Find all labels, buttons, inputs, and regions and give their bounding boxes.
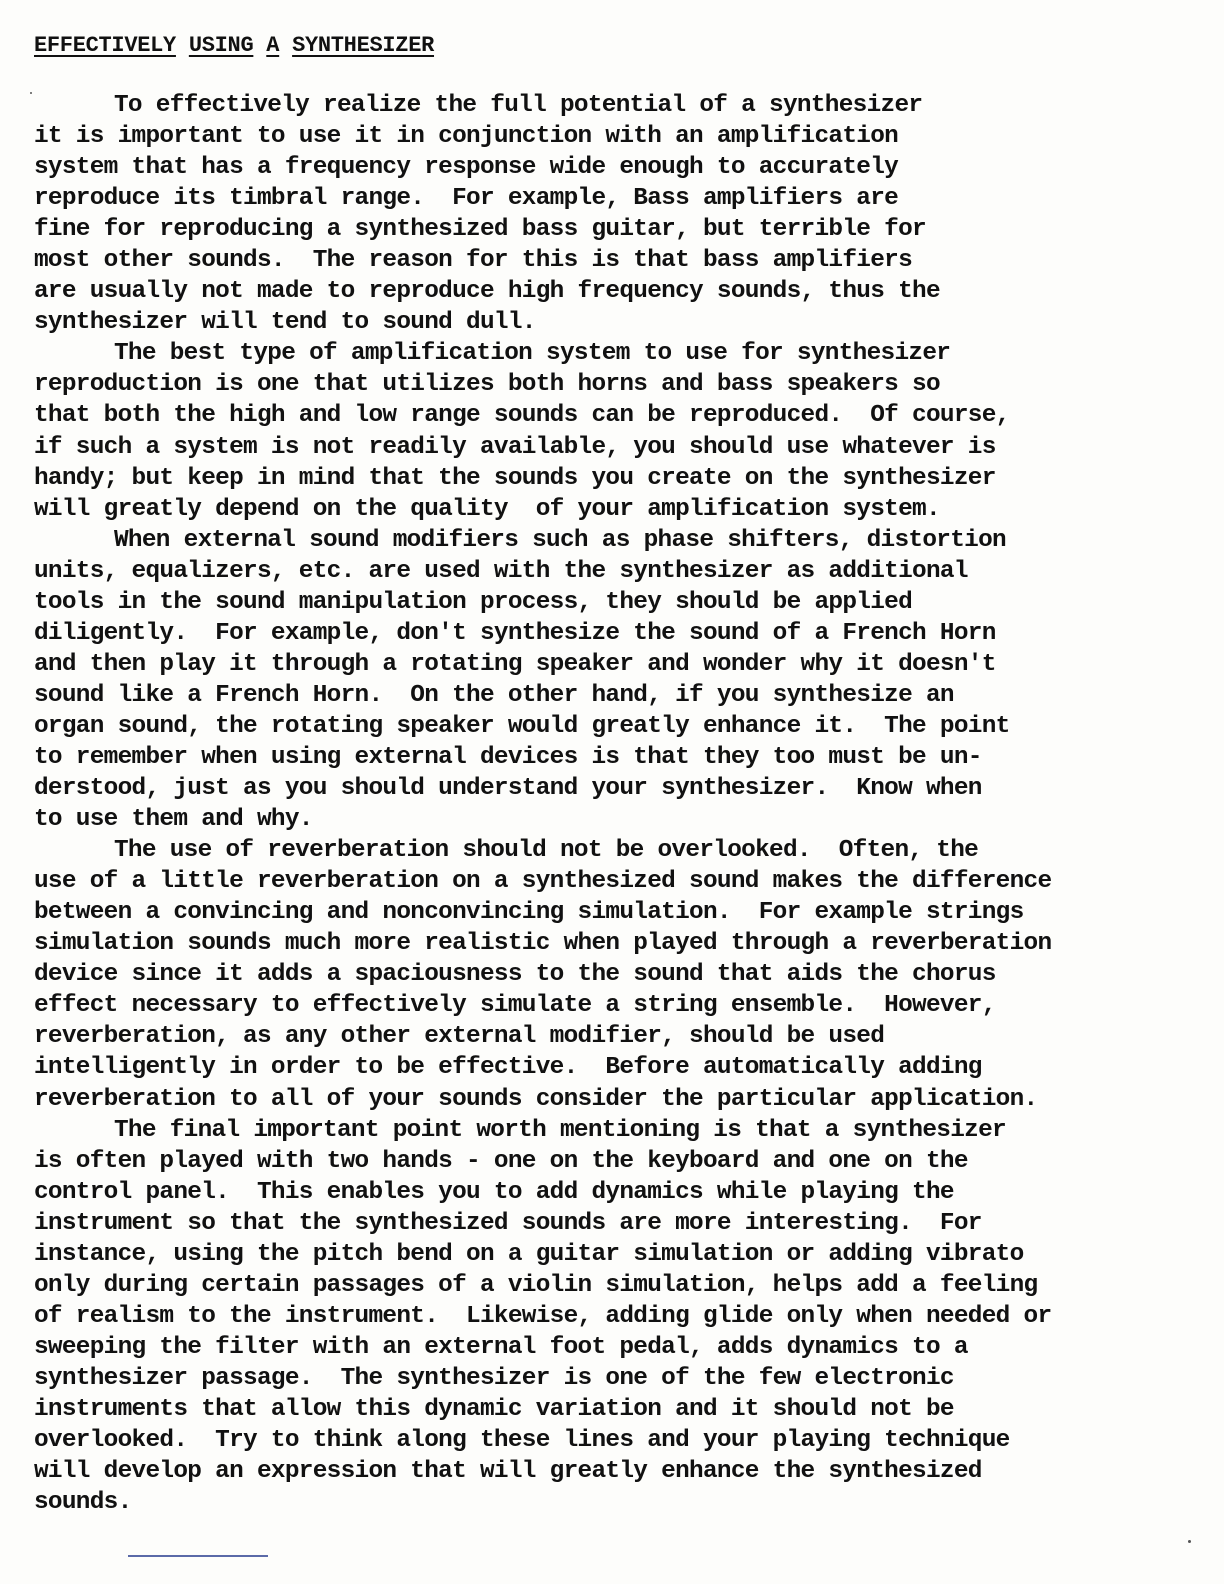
text-line: system that has a frequency response wide enough to accurately <box>34 154 899 182</box>
text-line: instrument so that the synthesized sounds are more interesting. For <box>34 1209 982 1237</box>
document-title <box>34 32 434 60</box>
text-line: if such a system is not readily available, you should use whatever is <box>34 433 996 461</box>
text-line: units, equalizers, etc. are used with the synthesizer as additional <box>34 557 968 585</box>
text-line: When external sound modifiers such as phase shifters, distortion <box>114 526 1006 554</box>
scan-speck <box>1188 1540 1191 1543</box>
text-line: diligently. For example, don't synthesize the sound of a French Horn <box>34 619 996 647</box>
text-line: synthesizer passage. The synthesizer is one of the few electronic <box>34 1364 954 1392</box>
text-line: instruments that allow this dynamic variation and it should not be <box>34 1395 954 1423</box>
text-line: To effectively realize the full potential of a synthesizer <box>114 92 923 119</box>
title-word: USING <box>188 33 254 58</box>
text-line: most other sounds. The reason for this is that bass amplifiers <box>34 247 913 275</box>
text-line: device since it adds a spaciousness to the sound that aids the chorus <box>34 961 996 989</box>
text-line: instance, using the pitch bend on a guitar simulation or adding vibrato <box>34 1240 1024 1268</box>
text-line: are usually not made to reproduce high frequency sounds, thus the <box>34 278 940 306</box>
text-line: intelligently in order to be effective. Before automatically adding <box>34 1054 982 1082</box>
text-line: between a convincing and nonconvincing simulation. For example strings <box>34 899 1024 927</box>
footer-rule <box>128 1555 268 1557</box>
text-line: that both the high and low range sounds can be reproduced. Of course, <box>34 402 1010 430</box>
text-line: fine for reproducing a synthesized bass guitar, but terrible for <box>34 216 926 244</box>
text-line: reverberation to all of your sounds consider the particular application. <box>34 1085 1038 1113</box>
text-line: sounds. <box>34 1489 132 1517</box>
title-word: A <box>266 33 280 58</box>
text-line: The use of reverberation should not be overlooked. Often, the <box>114 837 979 865</box>
text-line: organ sound, the rotating speaker would greatly enhance it. The point <box>34 712 1010 740</box>
document-body <box>34 90 1194 1518</box>
text-line: to use them and why. <box>34 806 313 834</box>
text-line: it is important to use it in conjunction with an amplification <box>34 123 899 151</box>
title-word: SYNTHESIZER <box>292 33 435 58</box>
text-line: reproduction is one that utilizes both horns and bass speakers so <box>34 371 940 399</box>
text-line: of realism to the instrument. Likewise, adding glide only when needed or <box>34 1302 1052 1330</box>
text-line: will develop an expression that will greatly enhance the synthesized <box>34 1458 982 1486</box>
text-line: The final important point worth mentioning is that a synthesizer <box>114 1116 1006 1144</box>
text-line: sound like a French Horn. On the other hand, if you synthesize an <box>34 681 954 709</box>
title-word: EFFECTIVELY <box>34 33 176 58</box>
text-line: only during certain passages of a violin simulation, helps add a feeling <box>34 1271 1038 1299</box>
text-line: to remember when using external devices is that they too must be un- <box>34 743 982 771</box>
text-line: synthesizer will tend to sound dull. <box>34 309 536 337</box>
text-line: simulation sounds much more realistic when played through a reverberation <box>34 930 1052 958</box>
scan-speck <box>30 92 32 94</box>
text-line: overlooked. Try to think along these lines and your playing technique <box>34 1427 1010 1455</box>
text-line: sweeping the filter with an external foot pedal, adds dynamics to a <box>34 1333 968 1361</box>
text-line: control panel. This enables you to add dynamics while playing the <box>34 1178 954 1206</box>
text-line: derstood, just as you should understand your synthesizer. Know when <box>34 775 982 803</box>
text-line: tools in the sound manipulation process, they should be applied <box>34 588 913 616</box>
text-line: will greatly depend on the quality of your amplification system. <box>34 495 940 523</box>
text-line: use of a little reverberation on a synthesized sound makes the difference <box>34 868 1052 896</box>
text-line: handy; but keep in mind that the sounds you create on the synthesizer <box>34 464 996 492</box>
text-line: The best type of amplification system to use for synthesizer <box>114 340 951 368</box>
text-line: and then play it through a rotating speaker and wonder why it doesn't <box>34 650 996 678</box>
text-line: effect necessary to effectively simulate a string ensemble. However, <box>34 992 996 1020</box>
text-line: reproduce its timbral range. For example, Bass amplifiers are <box>34 185 899 213</box>
text-line: reverberation, as any other external modifier, should be used <box>34 1023 885 1051</box>
text-line: is often played with two hands - one on the keyboard and one on the <box>34 1147 968 1175</box>
